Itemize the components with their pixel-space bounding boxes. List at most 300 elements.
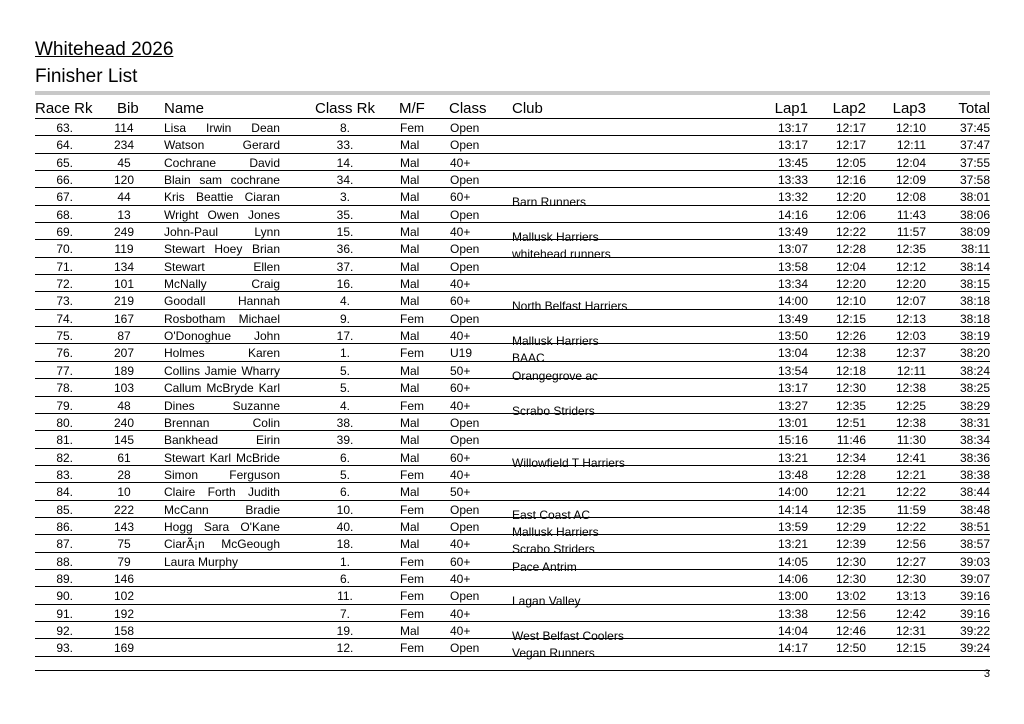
total-cell: 38:01 [959,190,990,205]
table-row [35,379,990,396]
gender-cell: Fem [400,606,424,621]
name-part: Karl [209,450,231,465]
name-cell [164,537,280,551]
bib-cell: 102 [113,589,135,604]
bib-cell: 61 [117,450,131,465]
class-rank-cell: 12. [336,641,354,656]
table-row [35,397,990,418]
class-rank-cell: 4. [339,398,350,413]
bib-cell: 207 [113,346,135,361]
lap3-cell: 12:38 [895,415,926,430]
name-part: Claire [164,485,196,500]
lap2-cell: 12:29 [835,519,866,534]
lap2-cell: 12:56 [835,606,866,621]
name-cell [164,156,280,170]
name-part: Wharry [241,363,280,378]
bib-cell: 249 [113,225,135,240]
table-row [35,206,990,223]
header-total: Total [958,100,990,117]
name-cell [164,485,280,499]
lap2-cell: 12:18 [835,363,866,378]
document-title: Whitehead 2026 [35,39,174,60]
name-part: O'Donoghue [164,329,232,344]
name-part: Irwin [205,121,232,135]
name-part: Craig [251,277,280,292]
club-cell: East Coast AC [512,507,591,522]
gender-cell: Fem [400,121,424,135]
lap3-cell: 12:22 [895,485,926,500]
class-cell: Open [450,502,480,517]
bib-cell: 146 [113,571,135,586]
race-rank-cell: 68. [56,207,73,222]
lap3-cell: 12:41 [895,450,926,465]
class-cell: Open [450,519,480,534]
total-cell: 38:09 [959,225,990,240]
total-cell: 39:22 [959,623,990,638]
header-club: Club [512,100,543,117]
table-row [35,188,990,210]
lap1-cell: 13:17 [777,121,808,135]
club-cell: West Belfast Coolers [512,628,624,643]
bib-cell: 13 [117,207,131,222]
class-cell: Open [450,589,480,604]
total-cell: 38:18 [959,294,990,309]
name-part: David [249,155,280,170]
lap3-cell: 11:43 [896,207,926,222]
document-subtitle: Finisher List [35,66,138,87]
name-part: Brennan [164,415,210,430]
race-rank-cell: 79. [56,398,73,413]
table-row [35,171,990,188]
total-cell: 38:48 [959,502,990,517]
race-rank-cell: 64. [56,138,73,153]
lap2-cell: 12:05 [835,155,866,170]
name-part: Holmes [164,346,205,361]
lap3-cell: 12:04 [895,155,926,170]
race-rank-cell: 90. [56,589,73,604]
class-rank-cell: 33. [336,138,354,153]
class-rank-cell: 1. [339,346,350,361]
class-rank-cell: 14. [336,155,354,170]
class-rank-cell: 5. [339,363,350,378]
lap1-cell: 13:00 [777,589,808,604]
lap2-cell: 12:17 [835,121,866,135]
class-cell: Open [450,641,480,656]
race-rank-cell: 86. [56,519,73,534]
total-cell: 37:55 [959,155,990,170]
gender-cell: Fem [400,398,424,413]
finisher-table-body [0,119,1024,661]
class-rank-cell: 16. [336,277,354,292]
total-cell: 38:24 [959,363,990,378]
race-rank-cell: 78. [56,381,73,396]
class-cell: 60+ [450,554,471,569]
total-cell: 38:57 [959,537,990,552]
class-cell: Open [450,138,480,153]
name-cell [164,190,280,204]
name-part: Stewart [164,242,205,257]
class-rank-cell: 19. [336,623,354,638]
class-rank-cell: 6. [339,571,350,586]
lap1-cell: 13:21 [777,450,808,465]
name-part: CiarÃ¡n [164,537,205,552]
lap3-cell: 12:30 [895,571,926,586]
lap3-cell: 12:21 [895,467,926,482]
name-cell [164,121,280,135]
bib-cell: 79 [117,554,131,569]
class-rank-cell: 5. [339,381,350,396]
lap1-cell: 13:50 [777,329,808,344]
name-part: Hogg [164,519,193,534]
table-row [35,535,990,557]
race-rank-cell: 89. [56,571,73,586]
name-part: Karen [247,346,280,361]
bib-cell: 10 [117,485,131,500]
table-row [35,466,990,483]
header-class-rk: Class Rk [315,100,376,117]
class-cell: Open [450,415,480,430]
class-rank-cell: 38. [336,415,354,430]
lap1-cell: 13:33 [777,173,808,188]
class-rank-cell: 37. [336,259,354,274]
name-part: Sara [203,519,230,534]
race-rank-cell: 82. [56,450,73,465]
name-part: Ferguson [229,467,280,482]
lap2-cell: 12:16 [835,173,866,188]
lap1-cell: 13:38 [777,606,808,621]
table-row [35,431,990,448]
bib-cell: 120 [113,173,135,188]
lap1-cell: 14:04 [777,623,808,638]
bib-cell: 192 [113,606,135,621]
name-part: Bankhead [164,433,219,448]
name-cell [164,225,280,239]
lap2-cell: 12:39 [835,537,866,552]
class-rank-cell: 39. [336,433,354,448]
lap2-cell: 12:22 [835,225,866,240]
total-cell: 37:45 [959,121,990,135]
club-cell: BAAC [512,351,545,366]
lap3-cell: 12:11 [896,363,926,378]
race-rank-cell: 87. [56,537,73,552]
name-part: Callum [164,381,202,396]
gender-cell: Fem [400,589,424,604]
lap1-cell: 13:54 [777,363,808,378]
name-part: O'Kane [240,519,280,534]
lap1-cell: 14:00 [777,294,808,309]
name-cell [164,555,280,569]
lap3-cell: 12:31 [895,623,926,638]
lap2-cell: 13:02 [835,589,866,604]
class-rank-cell: 18. [336,537,354,552]
total-cell: 38:38 [959,467,990,482]
table-row [35,639,990,661]
header-lap2: Lap2 [832,100,866,117]
bib-cell: 145 [113,433,135,448]
total-cell: 38:06 [959,207,990,222]
table-row [35,622,990,643]
race-rank-cell: 80. [56,415,73,430]
gender-cell: Mal [400,363,420,378]
gender-cell: Mal [400,259,420,274]
header-race-rk: Race Rk [35,100,93,117]
name-part: Suzanne [232,398,280,413]
name-part: Gerard [242,138,280,153]
name-cell [164,173,280,187]
name-cell [164,468,280,482]
name-part: sam [199,173,222,188]
race-rank-cell: 67. [56,190,73,205]
header-lap1: Lap1 [774,100,808,117]
bib-cell: 119 [114,242,134,257]
total-cell: 38:29 [959,398,990,413]
class-rank-cell: 17. [336,329,354,344]
total-cell: 39:03 [959,554,990,569]
bib-cell: 222 [113,502,135,517]
gender-cell: Mal [400,155,420,170]
table-row [35,553,990,574]
bib-cell: 45 [117,155,131,170]
gender-cell: Mal [400,623,420,638]
total-cell: 38:44 [959,485,990,500]
name-cell [164,138,280,152]
class-cell: 40+ [450,398,471,413]
class-rank-cell: 10. [336,502,354,517]
gender-cell: Mal [400,381,420,396]
page-number: 3 [983,668,990,680]
gender-cell: Mal [400,225,420,240]
bib-cell: 158 [113,623,135,638]
name-part: Ciaran [244,190,280,205]
gender-cell: Mal [400,207,420,222]
lap3-cell: 12:08 [895,190,926,205]
class-cell: Open [450,259,480,274]
gender-cell: Mal [400,138,420,153]
name-part: McCann [164,502,209,517]
club-cell: Vegan Runners [512,646,595,661]
name-part: Owen [207,207,239,222]
class-rank-cell: 34. [336,173,354,188]
class-cell: 40+ [450,606,471,621]
lap2-cell: 12:28 [835,242,866,257]
lap2-cell: 12:28 [835,467,866,482]
lap2-cell: 12:50 [835,641,866,656]
race-rank-cell: 66. [56,173,73,188]
class-cell: 40+ [450,225,471,240]
class-cell: 40+ [450,155,471,170]
lap3-cell: 12:11 [896,138,926,153]
class-cell: 60+ [450,294,471,309]
class-cell: Open [450,207,480,222]
club-cell: Mallusk Harriers [512,334,599,349]
total-cell: 39:16 [959,606,990,621]
lap2-cell: 12:30 [835,571,866,586]
race-rank-cell: 65. [56,155,73,170]
total-cell: 38:18 [959,311,990,326]
class-cell: 40+ [450,329,471,344]
class-cell: U19 [450,346,473,361]
class-cell: 40+ [450,571,471,586]
class-cell: 50+ [450,485,471,500]
lap2-cell: 12:38 [835,346,866,361]
bib-cell: 167 [113,311,135,326]
name-part: Brian [251,242,280,257]
lap2-cell: 12:15 [835,311,866,326]
race-rank-cell: 69. [56,225,73,240]
name-cell [164,399,280,413]
lap1-cell: 13:17 [777,138,808,153]
table-row [35,483,990,500]
lap3-cell: 12:27 [895,554,926,569]
lap1-cell: 14:17 [777,641,808,656]
lap1-cell: 13:01 [777,415,808,430]
bib-cell: 219 [113,294,135,309]
lap1-cell: 13:49 [777,311,808,326]
table-row [35,414,990,431]
name-part: Colin [252,415,280,430]
header-rule [35,91,990,95]
name-part: Lynn [254,225,280,240]
lap1-cell: 14:16 [777,207,808,222]
name-cell [164,312,280,326]
class-rank-cell: 7. [339,606,350,621]
lap2-cell: 12:20 [835,190,866,205]
lap3-cell: 12:22 [895,519,926,534]
class-cell: Open [450,433,480,448]
lap3-cell: 12:03 [895,329,926,344]
table-row [35,344,990,366]
lap2-cell: 12:35 [835,398,866,413]
name-part: McBryde [206,381,254,396]
lap1-cell: 13:07 [777,242,808,257]
name-part: Goodall [164,294,206,309]
name-part: Lisa [164,121,187,135]
lap1-cell: 13:21 [777,537,808,552]
name-part: Kris [164,190,185,205]
table-row [35,587,990,609]
name-part: Hannah [237,294,280,309]
class-rank-cell: 1. [339,554,350,569]
total-cell: 37:47 [959,138,990,153]
name-part: Rosbotham [164,311,226,326]
race-rank-cell: 70. [56,242,73,257]
lap1-cell: 13:49 [777,225,808,240]
class-cell: 60+ [450,190,471,205]
race-rank-cell: 84. [56,485,73,500]
name-part: Beattie [195,190,234,205]
class-rank-cell: 6. [339,485,350,500]
table-row [35,518,990,539]
name-cell [164,451,280,465]
header-mf: M/F [399,100,425,117]
race-rank-cell: 71. [56,259,73,274]
gender-cell: Fem [400,554,424,569]
lap1-cell: 13:59 [777,519,808,534]
race-rank-cell: 75. [56,329,73,344]
name-cell [164,260,280,274]
lap2-cell: 12:04 [835,259,866,274]
lap3-cell: 12:07 [895,294,926,309]
lap3-cell: 12:15 [895,641,926,656]
lap2-cell: 12:34 [835,450,866,465]
name-cell [164,433,280,447]
table-row [35,362,990,383]
name-part: Wright [164,207,199,222]
header-bib: Bib [117,100,139,117]
class-cell: 40+ [450,537,471,552]
lap2-cell: 12:10 [835,294,866,309]
gender-cell: Fem [400,346,424,361]
lap3-cell: 12:56 [895,537,926,552]
race-rank-cell: 76. [56,346,73,361]
lap2-cell: 12:46 [835,623,866,638]
name-part: Judith [247,485,280,500]
gender-cell: Fem [400,467,424,482]
lap1-cell: 13:48 [777,467,808,482]
header-class: Class [449,100,487,117]
lap3-cell: 12:42 [895,606,926,621]
class-rank-cell: 36. [336,242,354,257]
class-rank-cell: 9. [339,311,350,326]
name-part: Cochrane [164,155,217,170]
lap3-cell: 13:13 [895,589,926,604]
total-cell: 37:58 [959,173,990,188]
club-cell: Willowfield T Harriers [512,455,625,470]
lap1-cell: 13:34 [777,277,808,292]
lap3-cell: 12:09 [895,173,926,188]
lap2-cell: 11:46 [836,433,866,448]
gender-cell: Mal [400,450,420,465]
club-cell: Orangegrove ac [512,368,599,383]
name-cell [164,364,280,378]
club-cell: Lagan Valley [512,594,581,609]
bib-cell: 44 [117,190,131,205]
club-cell: Scrabo Striders [512,403,595,418]
bib-cell: 75 [117,537,131,552]
lap2-cell: 12:06 [835,207,866,222]
name-part: John-Paul [164,225,219,240]
table-row [35,327,990,349]
name-cell [164,503,280,517]
header-lap3: Lap3 [892,100,926,117]
name-part: McNally [164,277,207,292]
club-cell: Mallusk Harriers [512,230,599,245]
lap1-cell: 14:14 [777,502,808,517]
gender-cell: Mal [400,485,420,500]
total-cell: 38:11 [960,242,990,257]
race-rank-cell: 85. [56,502,73,517]
lap3-cell: 12:10 [895,121,926,135]
gender-cell: Mal [400,415,420,430]
name-cell [164,294,280,308]
club-cell: Barn Runners [512,195,587,210]
race-rank-cell: 83. [56,467,73,482]
class-cell: Open [450,173,480,188]
header-name: Name [164,100,205,117]
race-rank-cell: 73. [56,294,73,309]
bib-cell: 103 [113,381,135,396]
table-row [35,605,990,622]
class-cell: Open [450,121,480,135]
club-cell: Pace Antrim [512,559,577,574]
name-part: Laura Murphy [164,554,239,569]
lap2-cell: 12:30 [835,554,866,569]
lap2-cell: 12:35 [835,502,866,517]
table-row [35,292,990,314]
name-part: Eirin [255,433,280,448]
name-cell [164,520,280,534]
total-cell: 38:15 [959,277,990,292]
